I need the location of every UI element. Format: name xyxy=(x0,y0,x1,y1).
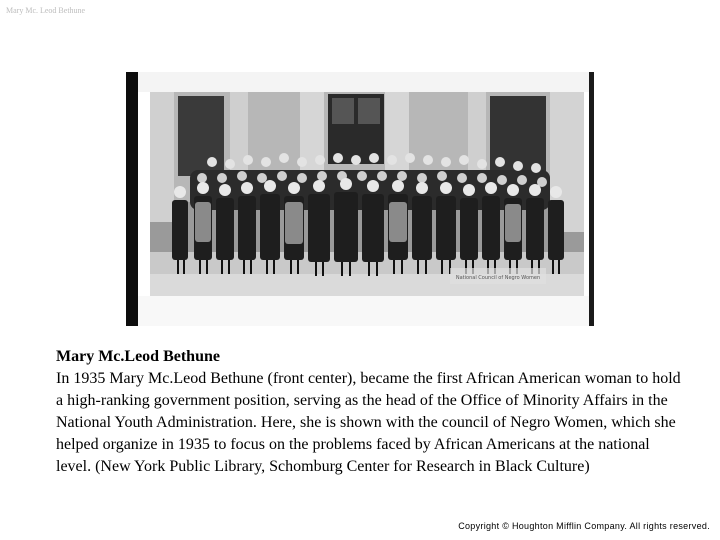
caption-title: Mary Mc.Leod Bethune xyxy=(56,348,220,365)
photo-border-bottom xyxy=(138,296,589,326)
group-photo-image xyxy=(150,92,584,296)
photo-frame xyxy=(126,72,594,326)
caption xyxy=(56,346,686,478)
group-photo xyxy=(150,92,584,296)
copyright-notice: Copyright © Houghton Mifflin Company. All rights reserved. xyxy=(458,521,710,531)
photo-border-left xyxy=(126,72,138,326)
photo-inscription: National Council of Negro Women xyxy=(455,275,541,281)
photo-border-top xyxy=(138,72,589,92)
running-title: Mary Mc. Leod Bethune xyxy=(6,6,86,15)
photo-border-right xyxy=(589,72,594,326)
caption-body: In 1935 Mary Mc.Leod Bethune (front center), became the first African American woman to hold a high-ranking government position, serving as the head of the Office of Minority Affairs in the National Youth Administration. Here, she is shown with the council of Negro Women, which she helped organize in 1935 to focus on the problems faced by African Americans at the national level. (New York Public Library, Schomburg Center for Research in Black Culture) xyxy=(56,370,681,475)
